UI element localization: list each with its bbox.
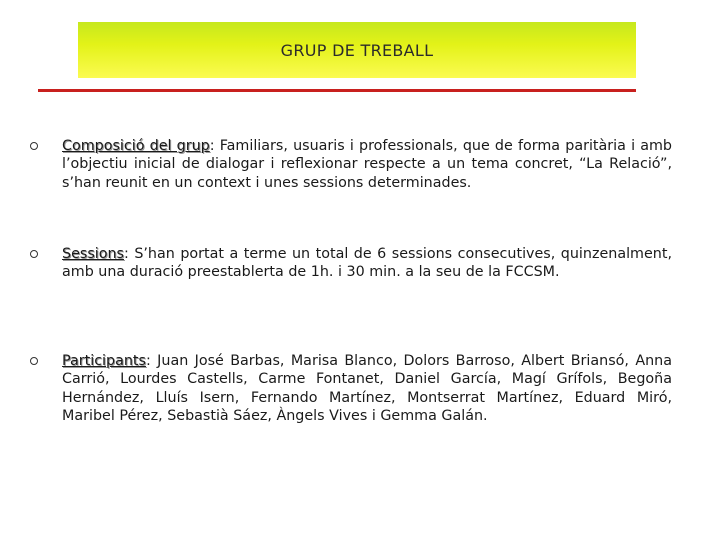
list-item-body: : Familiars, usuaris i professionals, que de forma paritària i amb l’objectiu inicial de dialogar i reflexionar respecte a un tema concret, “La Relació”, s’han reunit en un context i unes sessions determinades. [62, 138, 672, 191]
title-banner [78, 22, 636, 78]
bullet-circle-icon [30, 357, 38, 365]
page-title: GRUP DE TREBALL [280, 41, 434, 60]
list-item-term: Composició del grup [62, 138, 210, 154]
list-item-text [62, 137, 672, 192]
list-item-text [62, 245, 672, 282]
bullet-circle-icon [30, 142, 38, 150]
divider-line [38, 89, 636, 92]
list-item-body: : Juan José Barbas, Marisa Blanco, Dolors Barroso, Albert Briansó, Anna Carrió, Lourdes Castells, Carme Fontanet, Daniel García, Magí Grífols, Begoña Hernández, Lluís Isern, Fernando Martínez, Montserrat Martínez, Eduard Miró, Maribel Pérez, Sebastià Sáez, Àngels Vives i Gemma Galán. [62, 353, 672, 425]
bullet-circle-icon [30, 250, 38, 258]
list-item-text [62, 352, 672, 426]
list-item-term: Sessions [62, 246, 124, 262]
list-item-body: : S’han portat a terme un total de 6 sessions consecutives, quinzenalment, amb una duració preestablerta de 1h. i 30 min. a la seu de la FCCSM. [62, 246, 672, 281]
list-item-term: Participants [62, 353, 146, 369]
